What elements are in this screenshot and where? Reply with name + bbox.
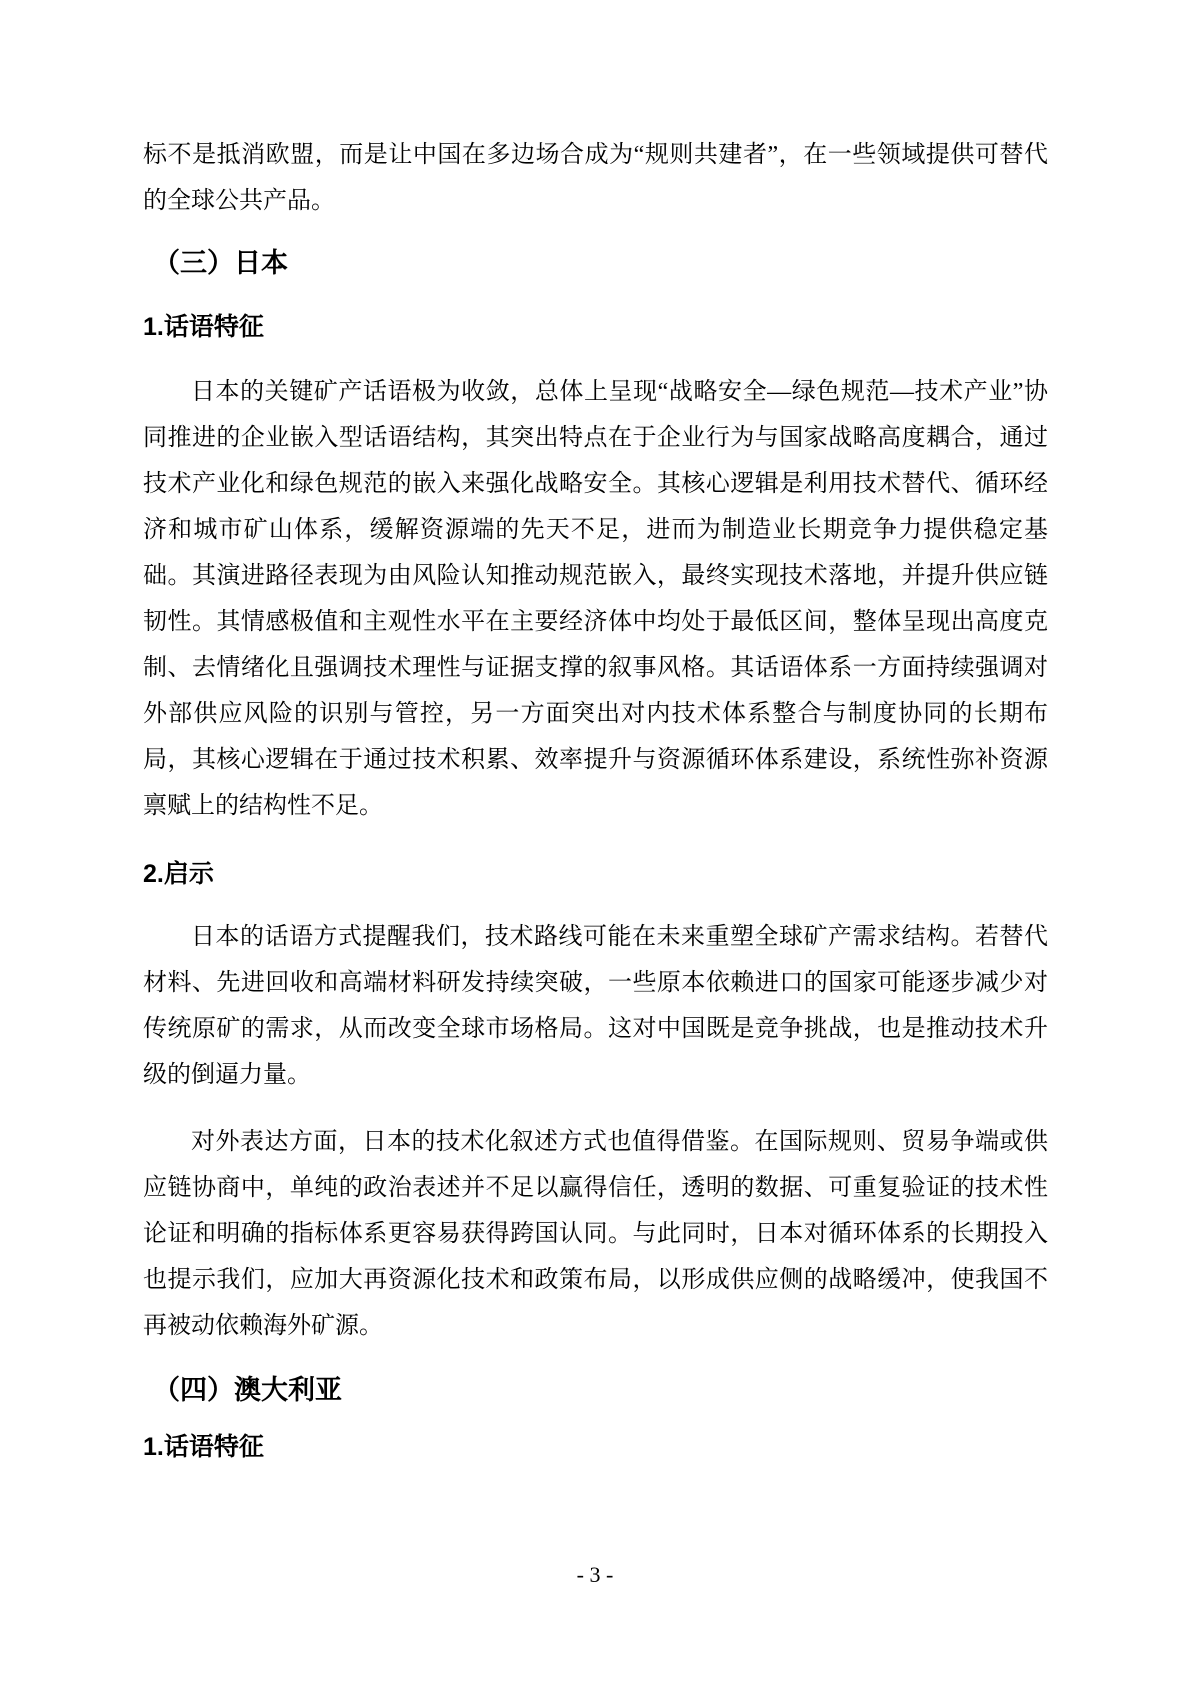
paragraph-japan-implications-2: 对外表达方面，日本的技术化叙述方式也值得借鉴。在国际规则、贸易争端或供应链协商中，单纯的政治表述并不足以赢得信任，透明的数据、可重复验证的技术性论证和明确的指标体系更容易获得跨国认同。与此同时，日本对循环体系的长期投入也提示我们，应加大再资源化技术和政策布局，以形成供应侧的战略缓冲，使我国不再被动依赖海外矿源。 <box>143 1129 1048 1339</box>
subheading-implications-japan: 2.启示 <box>143 860 214 888</box>
leading-continuation-paragraph: 标不是抵消欧盟，而是让中国在多边场合成为“规则共建者”，在一些领域提供可替代的全球公共产品。 <box>143 142 1048 214</box>
page-number: - 3 - <box>576 1562 614 1587</box>
subheading-discourse-features-japan: 1.话语特征 <box>143 313 264 341</box>
paragraph-japan-discourse-features: 日本的关键矿产话语极为收敛，总体上呈现“战略安全—绿色规范—技术产业”协同推进的企业嵌入型话语结构，其突出特点在于企业行为与国家战略高度耦合，通过技术产业化和绿色规范的嵌入来强化战略安全。其核心逻辑是利用技术替代、循环经济和城市矿山体系，缓解资源端的先天不足，进而为制造业长期竞争力提供稳定基础。其演进路径表现为由风险认知推动规范嵌入，最终实现技术落地，并提升供应链韧性。其情感极值和主观性水平在主要经济体中均处于最低区间，整体呈现出高度克制、去情绪化且强调技术理性与证据支撑的叙事风格。其话语体系一方面持续强调对外部供应风险的识别与管控，另一方面突出对内技术体系整合与制度协同的长期布局，其核心逻辑在于通过技术积累、效率提升与资源循环体系建设，系统性弥补资源禀赋上的结构性不足。 <box>143 379 1048 819</box>
subheading-discourse-features-australia: 1.话语特征 <box>143 1433 264 1461</box>
section-heading-japan: （三）日本 <box>153 248 288 278</box>
section-heading-australia: （四）澳大利亚 <box>153 1375 342 1405</box>
paragraph-japan-implications-1: 日本的话语方式提醒我们，技术路线可能在未来重塑全球矿产需求结构。若替代材料、先进回收和高端材料研发持续突破，一些原本依赖进口的国家可能逐步减少对传统原矿的需求，从而改变全球市场格局。这对中国既是竞争挑战，也是推动技术升级的倒逼力量。 <box>143 924 1048 1088</box>
